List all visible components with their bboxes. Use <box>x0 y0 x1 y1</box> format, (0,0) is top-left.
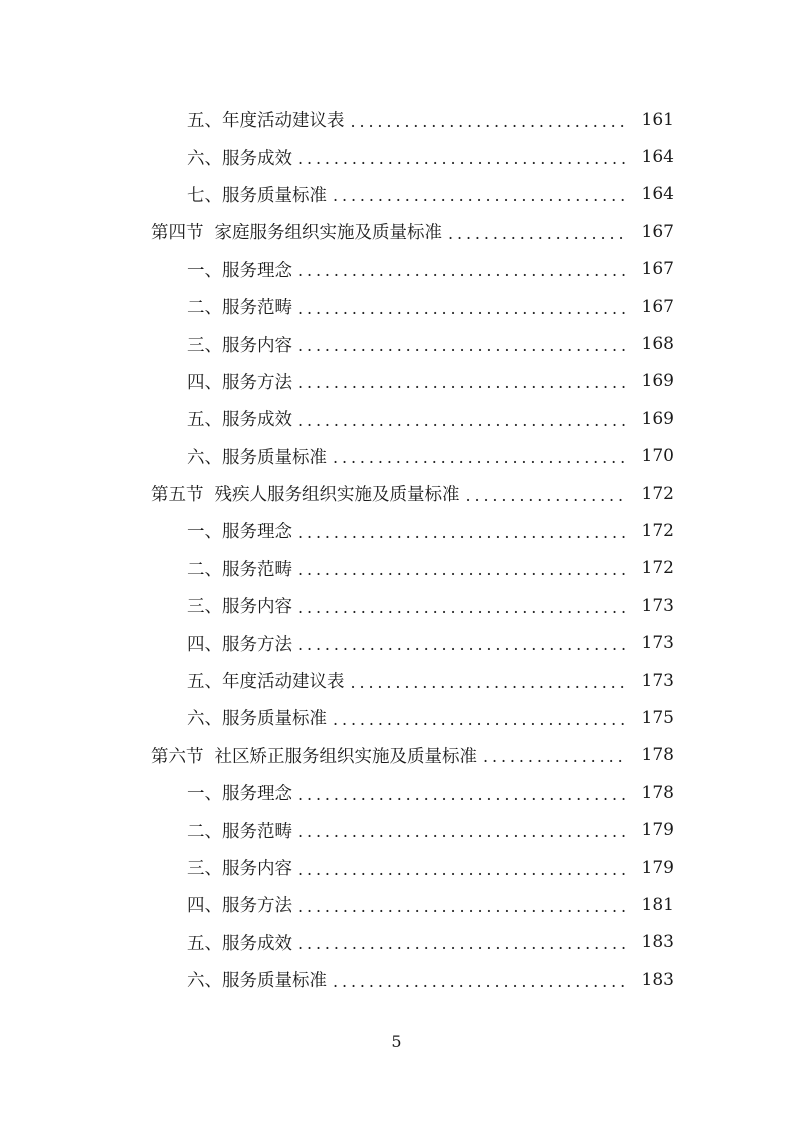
toc-dot-leader <box>298 557 628 579</box>
toc-dot-leader <box>298 857 628 879</box>
toc-entry-title: 五、年度活动建议表 <box>187 672 345 693</box>
toc-entry-title: 五、年度活动建议表 <box>187 111 345 132</box>
toc-section-entry[interactable] <box>0 475 793 512</box>
toc-entry-title: 三、服务内容 <box>187 859 292 879</box>
toc-entry-title: 五、服务成效 <box>187 933 292 954</box>
toc-page-number: 172 <box>641 558 674 579</box>
toc-dot-leader <box>298 296 628 318</box>
toc-entry[interactable] <box>0 400 793 437</box>
toc-page-number: 179 <box>641 857 674 878</box>
toc-entry-title: 六、服务质量标准 <box>187 971 327 992</box>
toc-page-number: 164 <box>641 184 674 205</box>
toc-dot-leader <box>298 595 628 617</box>
toc-dot-leader <box>351 109 629 131</box>
toc-entry-title: 二、服务范畴 <box>187 559 292 580</box>
toc-entry[interactable] <box>0 325 793 362</box>
toc-dot-leader <box>298 782 628 804</box>
toc-page-number: 183 <box>641 969 674 990</box>
toc-entry[interactable] <box>0 699 793 736</box>
toc-entry-title: 二、服务范畴 <box>187 298 292 319</box>
toc-page-number: 172 <box>641 483 674 504</box>
toc-entry[interactable] <box>0 251 793 288</box>
toc-entry[interactable] <box>0 849 793 886</box>
toc-dot-leader <box>466 483 629 505</box>
toc-entry-title: 七、服务质量标准 <box>187 185 327 206</box>
toc-entry[interactable] <box>0 512 793 549</box>
toc-dot-leader <box>298 520 628 542</box>
toc-page-number: 183 <box>641 932 674 953</box>
toc-dot-leader <box>298 819 628 841</box>
toc-entry[interactable] <box>0 101 793 138</box>
toc-section-label: 第五节 <box>151 485 204 506</box>
toc-page-number: 181 <box>641 894 674 915</box>
toc-entry[interactable] <box>0 624 793 661</box>
toc-entry[interactable] <box>0 811 793 848</box>
toc-entry-title: 三、服务内容 <box>187 335 292 356</box>
toc-entry-title: 五、服务成效 <box>187 410 292 431</box>
toc-section-entry[interactable] <box>0 737 793 774</box>
toc-page-number: 170 <box>641 446 674 467</box>
toc-page-number: 167 <box>641 296 674 317</box>
toc-entry[interactable] <box>0 662 793 699</box>
toc-page-number: 178 <box>641 745 674 766</box>
toc-entry-title: 六、服务质量标准 <box>187 709 327 730</box>
toc-entry-title: 一、服务理念 <box>187 522 292 543</box>
toc-page-number: 173 <box>641 633 674 654</box>
toc-dot-leader <box>333 969 628 991</box>
toc-dot-leader <box>333 445 628 467</box>
toc-entry-title: 四、服务方法 <box>187 634 292 655</box>
toc-entry[interactable] <box>0 438 793 475</box>
toc-entry-title: 六、服务质量标准 <box>187 447 327 468</box>
toc-entry[interactable] <box>0 550 793 587</box>
toc-section-label: 第四节 <box>151 223 204 244</box>
toc-dot-leader <box>298 333 628 355</box>
toc-page-number: 178 <box>641 782 674 803</box>
toc-dot-leader <box>333 183 628 205</box>
toc-page-number: 179 <box>641 820 674 841</box>
toc-page-number: 175 <box>641 707 674 728</box>
toc-entry-title: 一、服务理念 <box>187 784 292 805</box>
toc-dot-leader <box>298 258 628 280</box>
toc-entry-title: 社区矫正服务组织实施及质量标准 <box>214 746 477 767</box>
toc-page-number: 169 <box>641 371 674 392</box>
toc-entry[interactable] <box>0 587 793 624</box>
toc-entry-title: 残疾人服务组织实施及质量标准 <box>214 485 460 506</box>
toc-dot-leader <box>298 931 628 953</box>
toc-entry[interactable] <box>0 961 793 998</box>
toc-entry[interactable] <box>0 886 793 923</box>
toc-section-label: 第六节 <box>151 746 204 767</box>
toc-dot-leader <box>298 894 628 916</box>
toc-entry[interactable] <box>0 138 793 175</box>
toc-page-number: 173 <box>641 670 674 691</box>
toc-dot-leader <box>483 744 628 766</box>
page-footer-number: 5 <box>391 1032 402 1051</box>
toc-entry[interactable] <box>0 774 793 811</box>
toc-entry-title: 六、服务成效 <box>187 148 292 169</box>
toc-entry-title: 三、服务内容 <box>187 597 292 618</box>
toc-dot-leader <box>333 707 628 729</box>
toc-entry[interactable] <box>0 363 793 400</box>
toc-dot-leader <box>351 670 629 692</box>
toc-entry[interactable] <box>0 288 793 325</box>
toc-entry-title: 四、服务方法 <box>187 372 292 393</box>
toc-page-number: 169 <box>641 408 674 429</box>
toc-dot-leader <box>298 146 628 168</box>
toc-dot-leader <box>448 221 628 243</box>
table-of-contents <box>0 101 793 998</box>
toc-page-number: 164 <box>641 147 674 168</box>
toc-section-entry[interactable] <box>0 213 793 250</box>
toc-page-number: 167 <box>641 221 674 242</box>
toc-dot-leader <box>298 632 628 654</box>
toc-page-number: 173 <box>641 595 674 616</box>
toc-entry-title: 二、服务范畴 <box>187 821 292 842</box>
toc-dot-leader <box>298 370 628 392</box>
toc-entry-title: 四、服务方法 <box>187 896 292 917</box>
toc-entry-title: 家庭服务组织实施及质量标准 <box>214 223 442 244</box>
toc-page-number: 167 <box>641 259 674 280</box>
toc-page-number: 161 <box>641 109 674 130</box>
toc-page-number: 172 <box>641 520 674 541</box>
toc-entry[interactable] <box>0 176 793 213</box>
toc-dot-leader <box>298 408 628 430</box>
toc-entry[interactable] <box>0 924 793 961</box>
toc-entry-title: 一、服务理念 <box>187 260 292 281</box>
toc-page-number: 168 <box>641 334 674 355</box>
